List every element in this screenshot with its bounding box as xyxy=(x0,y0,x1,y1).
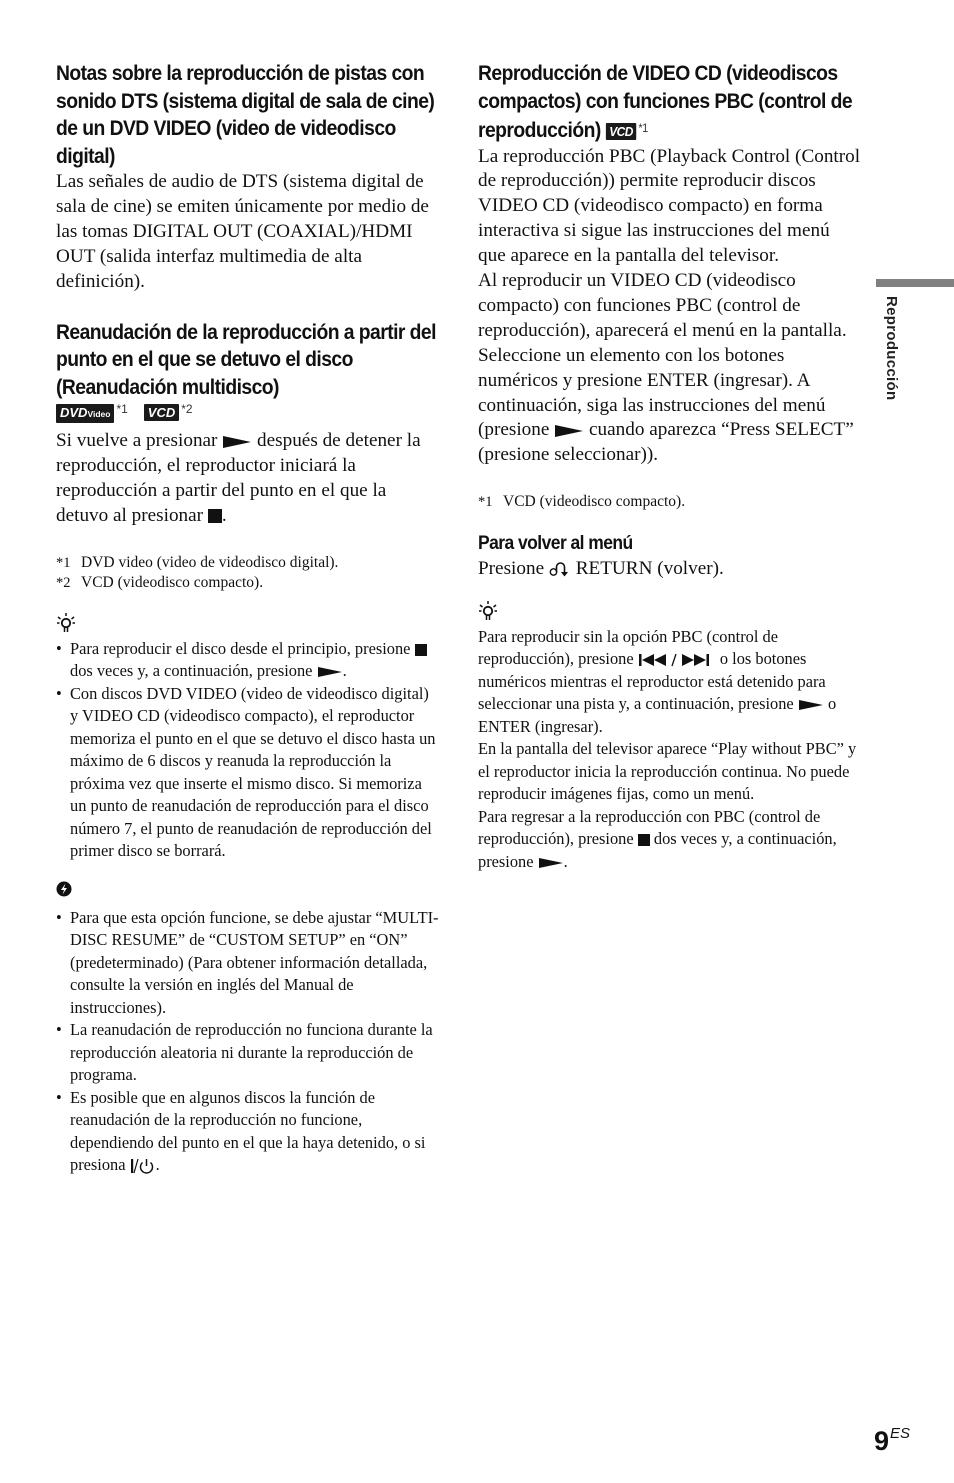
list-item: • La reanudación de reproducción no funciona durante la reproducción aleatoria ni durante la reproducción de programa. xyxy=(56,1020,433,1085)
section-side-label: Reproducción xyxy=(883,296,900,401)
notes-list xyxy=(56,907,440,1177)
tip-section-icon xyxy=(478,600,862,626)
play-icon xyxy=(538,857,564,869)
dvd-video-badge: DVDVideo xyxy=(56,404,114,423)
return-icon xyxy=(549,561,571,577)
pbc-paragraph-3: Seleccione un elemento con los botones numéricos y presione ENTER (ingresar). A continuación, siga las instrucciones del menú (presione cuando aparezca “Press SELECT” (presione seleccionar)). xyxy=(478,344,854,466)
play-icon xyxy=(554,424,584,438)
dts-notes-body: Las señales de audio de DTS (sistema digital de sala de cine) se emiten únicamente por medio de las tomas DIGITAL OUT (COAXIAL)/HDMI OUT (salida interfaz multimedia de alta definición). xyxy=(56,171,429,292)
stop-icon xyxy=(208,509,222,523)
pbc-paragraph-1: La reproducción PBC (Playback Control (Control de reproducción)) permite reproducir discos VIDEO CD (videodisco compacto) en forma interactiva si sigue las instrucciones del menú que aparece en la pantalla del televisor. xyxy=(478,145,861,267)
resume-heading: Reanudación de la reproducción a partir del punto en el que se detuvo el disco (Reanudación multidisco) xyxy=(56,320,436,399)
page-suffix: ES xyxy=(890,1425,911,1442)
pbc-tip-2: En la pantalla del televisor aparece “Play without PBC” y el reproductor inicia la reproducción continua. No puede reproducir imágenes fijas, como un menú. xyxy=(478,739,857,804)
note-icon xyxy=(56,881,72,897)
list-item: • Para reproducir el disco desde el principio, presione dos veces y, a continuación, presione . xyxy=(56,638,440,683)
stop-icon xyxy=(638,834,650,846)
power-icon xyxy=(130,1158,156,1174)
pbc-paragraph-2: Al reproducir un VIDEO CD (videodisco compacto) con funciones PBC (control de reproducción), aparecerá el menú en la pantalla. xyxy=(478,270,847,341)
tip-bulb-icon xyxy=(56,612,76,634)
section-tab-bar xyxy=(876,279,954,287)
list-item: • Con discos DVD VIDEO (video de videodisco digital) y VIDEO CD (videodisco compacto), el reproductor memoriza el punto en el que se detuvo el disco hasta un máximo de 6 discos y reanuda la reproducción la próxima vez que inserte el mismo disco. Si memoriza un punto de reanudación de reproducción para el disco número 7, el punto de reanudación de reproducción del primer disco se borrará. xyxy=(56,683,436,861)
vcd-badge: VCD xyxy=(606,123,637,140)
right-column xyxy=(478,60,862,873)
tip-bulb-icon xyxy=(478,600,498,622)
footnote-ref-1: *1 xyxy=(116,402,128,417)
tip-section-icon xyxy=(56,612,440,638)
footnote-ref-1: *1 xyxy=(638,121,648,135)
footnote-2: *2 VCD (videodisco compacto). xyxy=(56,574,264,592)
play-icon xyxy=(317,666,343,678)
footnote-ref-2: *2 xyxy=(181,402,193,417)
tips-list xyxy=(56,638,440,863)
list-item: • Es posible que en algunos discos la función de reanudación de la reproducción no funcione, dependiendo del punto en el que la haya detenido, o si presiona . xyxy=(56,1087,426,1175)
left-column xyxy=(56,60,440,1177)
page-number: $9^{ES}$ xyxy=(874,1425,911,1456)
play-icon xyxy=(798,699,824,711)
resume-body: Si vuelve a presionar después de detener la reproducción, el reproductor iniciará la reproducción a partir del punto en el que la detuvo al presionar . xyxy=(56,430,421,526)
play-icon xyxy=(222,435,252,449)
vcd-badge: VCD xyxy=(144,404,179,421)
footnote-1: *1 VCD (videodisco compacto). xyxy=(478,493,686,511)
dts-notes-heading: Notas sobre la reproducción de pistas con sonido DTS (sistema digital de sala de cine) de un DVD VIDEO (video de videodisco digital) xyxy=(56,62,435,168)
list-item: • Para que esta opción funcione, se debe ajustar “MULTI-DISC RESUME” de “CUSTOM SETUP” en “ON” (predeterminado) (Para obtener información detallada, consulte la versión en inglés del Manual de instrucciones). xyxy=(56,907,439,1017)
pbc-tip-3: Para regresar a la reproducción con PBC (control de reproducción), presione dos veces y, a continuación, presione . xyxy=(478,806,837,871)
note-section-icon xyxy=(56,881,440,907)
return-menu-heading: Para volver al menú xyxy=(478,532,633,554)
footnote-1: *1 DVD video (video de videodisco digital). xyxy=(56,553,339,571)
stop-icon xyxy=(415,644,427,656)
return-menu-body: Presione RETURN (volver). xyxy=(478,557,724,579)
pbc-tip-1: Para reproducir sin la opción PBC (control de reproducción), presione o los botones numéricos mientras el reproductor está detenido para seleccionar una pista y, a continuación, presione o ENTER (ingresar). xyxy=(478,626,837,736)
disc-type-badges xyxy=(56,402,440,429)
prev-next-icon xyxy=(638,653,716,667)
pbc-heading: Reproducción de VIDEO CD (videodiscos compactos) con funciones PBC (control de reproducción) VCD $^{*1}$ xyxy=(478,62,853,142)
